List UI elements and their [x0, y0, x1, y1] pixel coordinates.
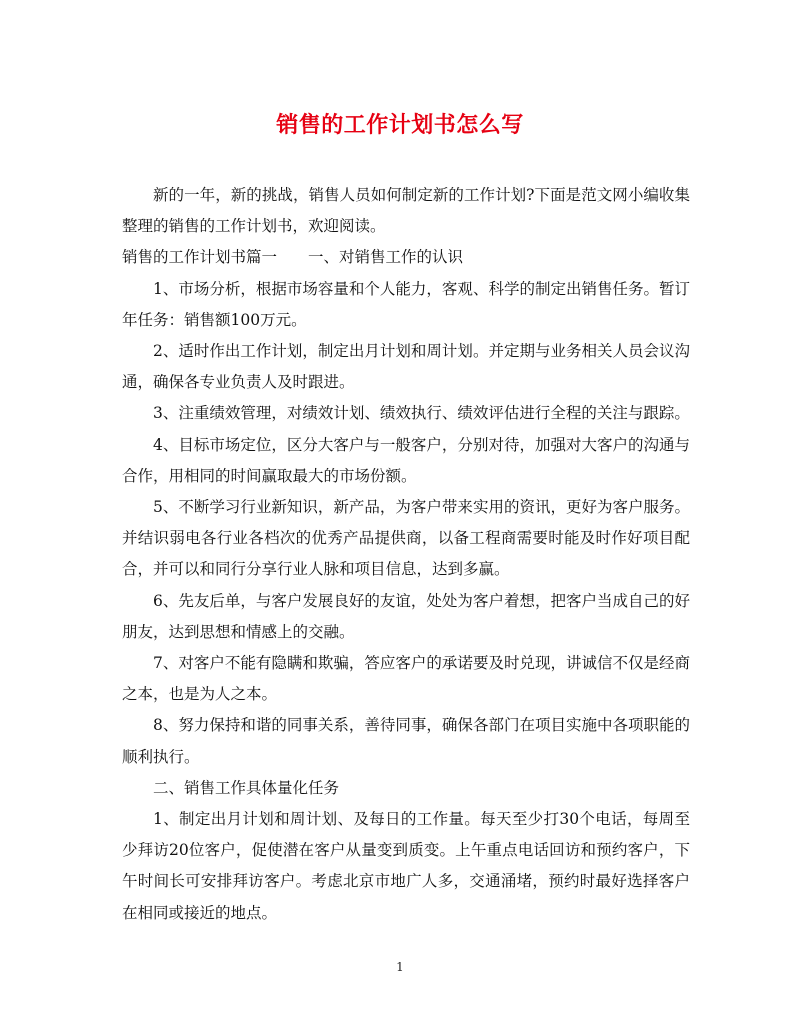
paragraph-item-3: 3、注重绩效管理，对绩效计划、绩效执行、绩效评估进行全程的关注与跟踪。: [153, 404, 690, 423]
paragraph-quantified-task-1: 1、制定出月计划和周计划、及每日的工作量。每天至少打30个电话，每周至少拜访20位客户，促使潜在客户从量变到质变。上午重点电话回访和预约客户，下午时间长可安排拜访客户。考虑北京市地广人多，交通涌堵，预约时最好选择客户在相同或接近的地点。: [122, 810, 690, 922]
paragraph-item-7: 7、对客户不能有隐瞒和欺骗，答应客户的承诺要及时兑现，讲诚信不仅是经商之本，也是为人之本。: [122, 654, 690, 704]
paragraph-item-2: 2、适时作出工作计划，制定出月计划和周计划。并定期与业务相关人员会议沟通，确保各专业负责人及时跟进。: [122, 342, 690, 392]
document-title: 销售的工作计划书怎么写: [276, 112, 524, 138]
paragraph-section-two-heading: 二、销售工作具体量化任务: [153, 778, 340, 797]
paragraph-item-5: 5、不断学习行业新知识，新产品，为客户带来实用的资讯，更好为客户服务。并结识弱电各行业各档次的优秀产品提供商，以备工程商需要时能及时作好项目配合，并可以和同行分享行业人脉和项目信息，达到多赢。: [122, 498, 690, 579]
paragraph-item-6: 6、先友后单，与客户发展良好的友谊，处处为客户着想，把客户当成自己的好朋友，达到思想和情感上的交融。: [122, 591, 690, 641]
paragraph-intro: 新的一年，新的挑战，销售人员如何制定新的工作计划?下面是范文网小编收集整理的销售的工作计划书，欢迎阅读。: [122, 186, 690, 236]
page-number: 1: [396, 960, 404, 974]
paragraph-item-4: 4、目标市场定位，区分大客户与一般客户，分别对待，加强对大客户的沟通与合作，用相同的时间赢取最大的市场份额。: [122, 435, 690, 485]
paragraph-section-heading: 销售的工作计划书篇一 一、对销售工作的认识: [122, 248, 464, 267]
paragraph-item-1: 1、市场分析，根据市场容量和个人能力，客观、科学的制定出销售任务。暂订年任务：销售额100万元。: [122, 279, 690, 329]
paragraph-item-8: 8、努力保持和谐的同事关系，善待同事，确保各部门在项目实施中各项职能的顺利执行。: [122, 716, 690, 766]
document-body: [122, 180, 690, 929]
